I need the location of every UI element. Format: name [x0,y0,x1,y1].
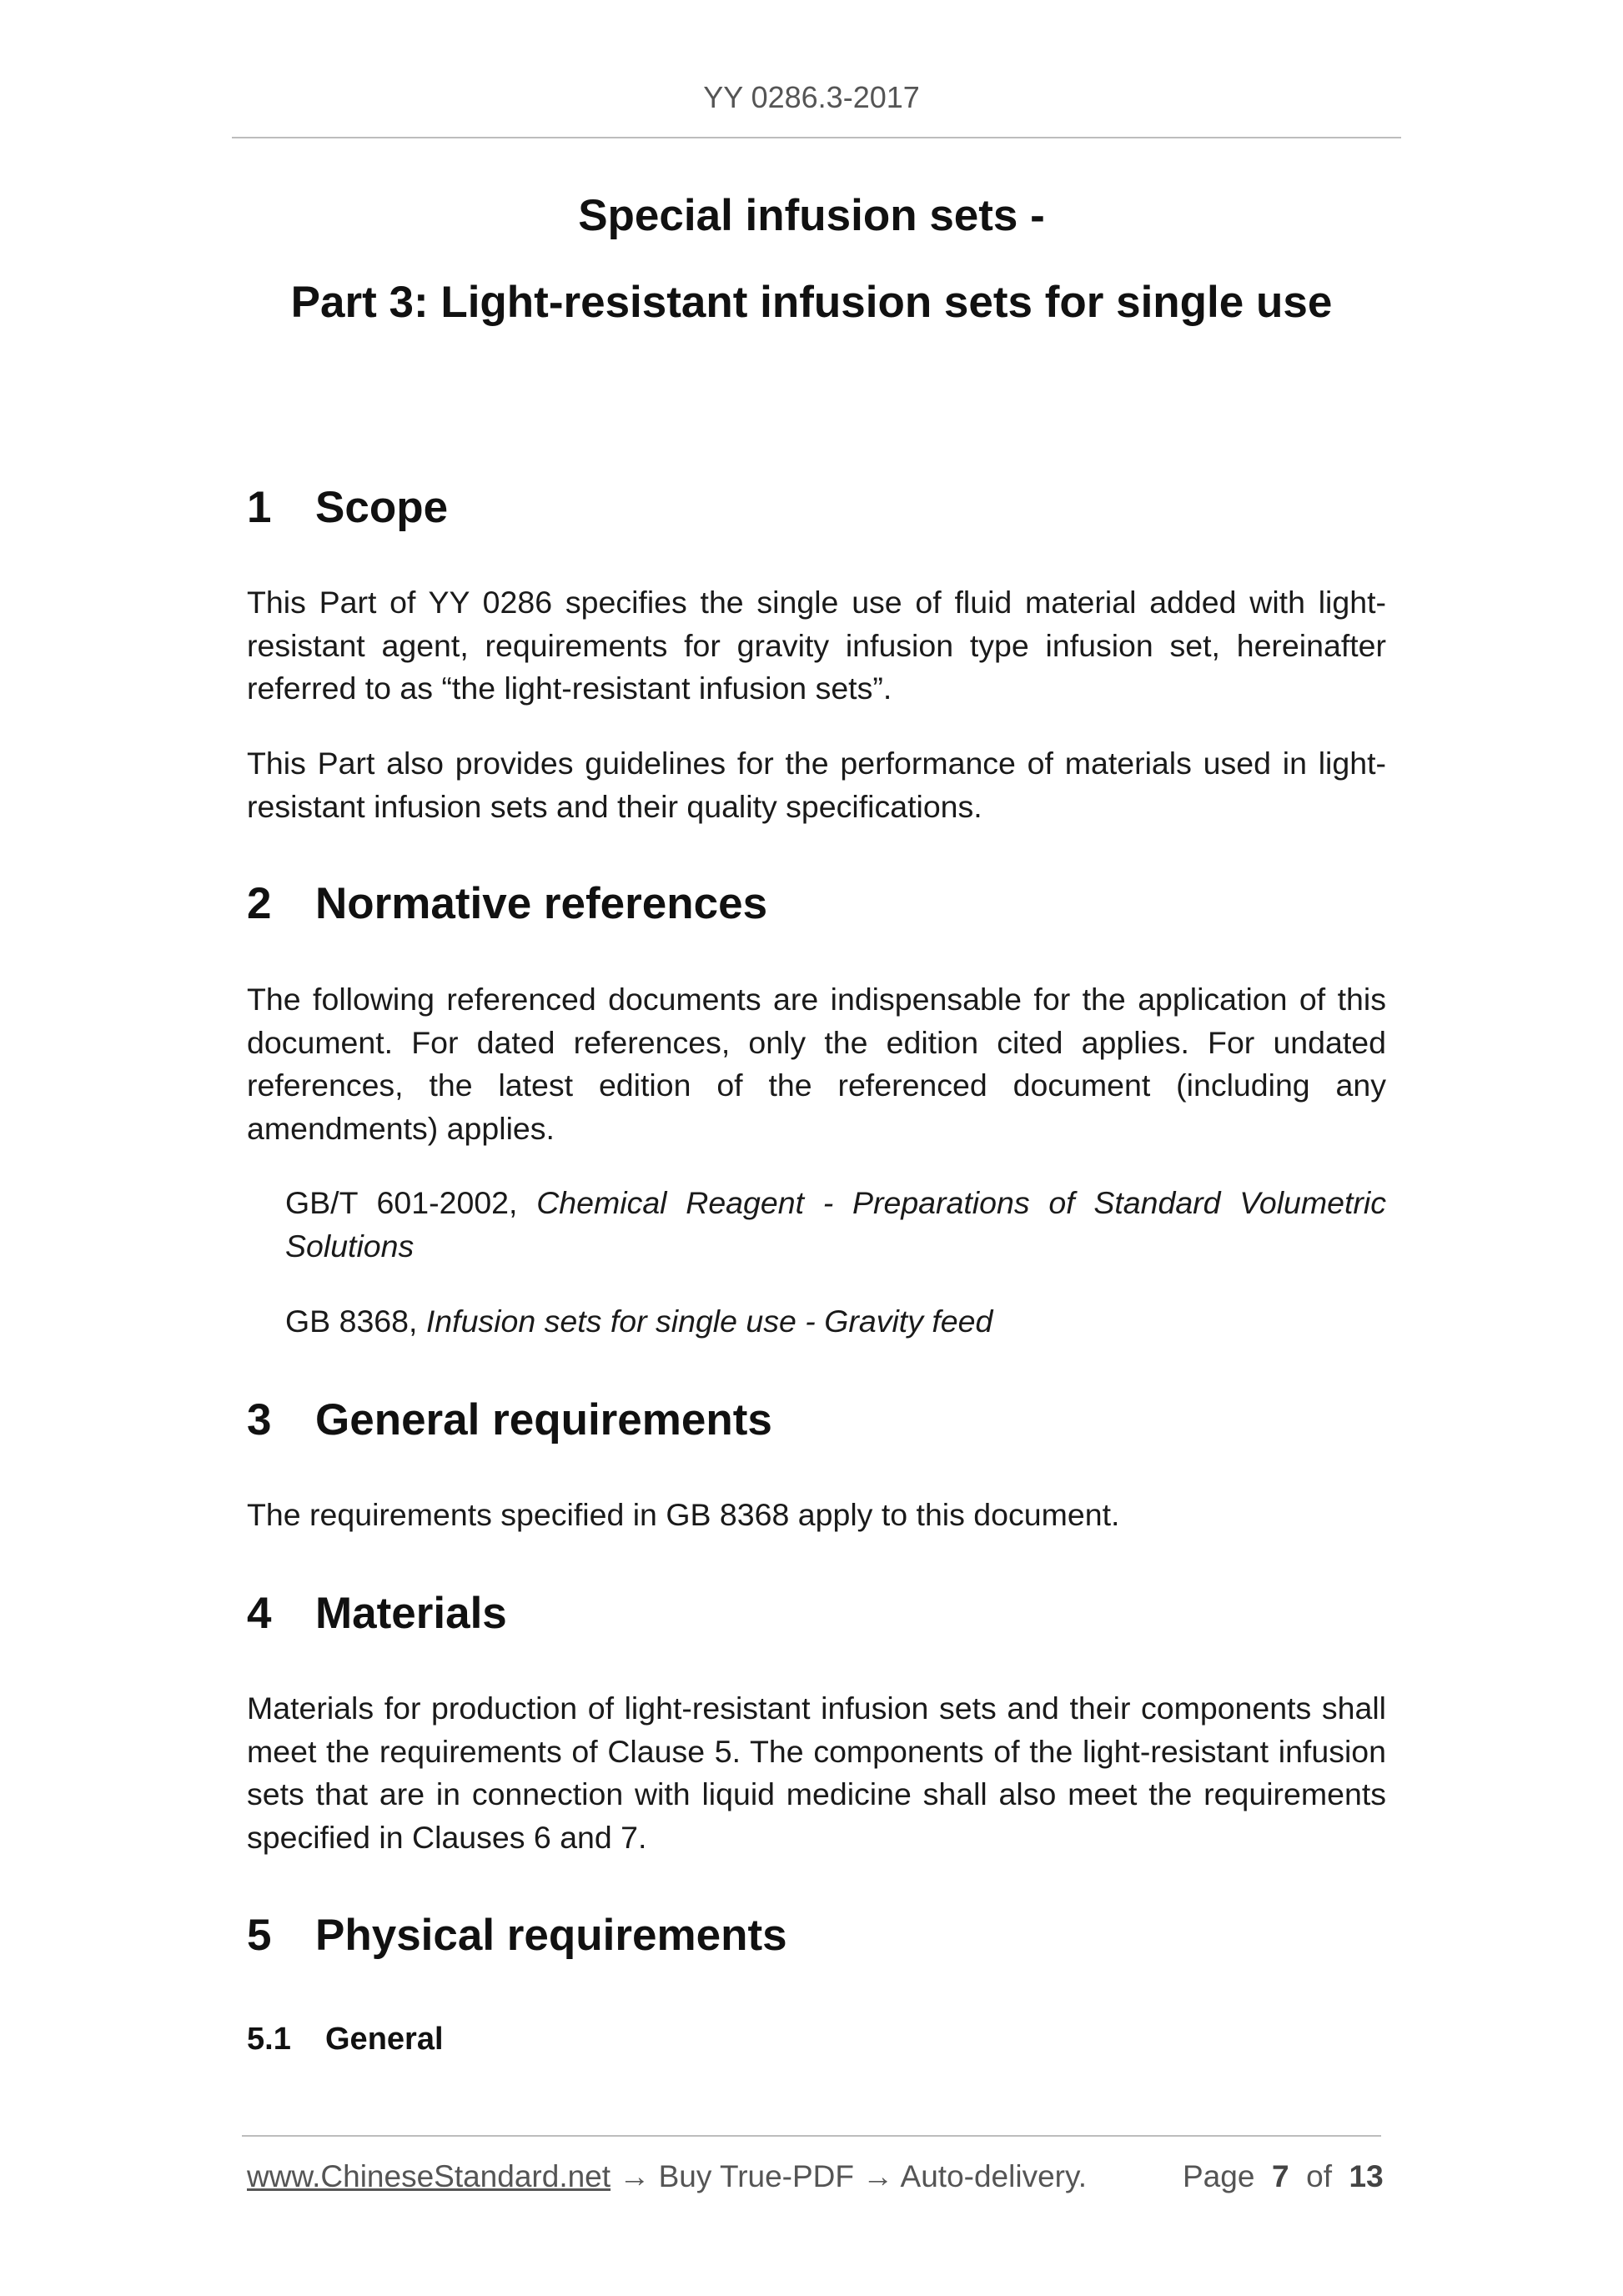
buy-true-pdf-text: Buy True-PDF [658,2159,855,2193]
section-number: 5 [247,1911,272,1960]
arrow-right-icon: → [862,2159,894,2193]
section-number: 2 [247,879,272,928]
section-heading-materials [247,1588,507,1639]
scope-paragraph-1: This Part of YY 0286 specifies the single use of fluid material added with light-resistant agent, requirements for gravity infusion type infusion set, hereinafter referred to as “the light-resistant infusion sets”. [247,585,1386,706]
section-title: Materials [315,1589,507,1638]
section-heading-physical-requirements [247,1910,787,1961]
document-title-line1: Special infusion sets - [578,191,1045,240]
materials-paragraph: Materials for production of light-resistant infusion sets and their components shall meet the requirements of Clause 5. The components of the light-resistant infusion sets that are in connection with liquid medicine shall also meet the requirements specified in Clauses 6 and 7. [247,1691,1386,1855]
section-number: 4 [247,1589,272,1638]
scope-paragraph-2: This Part also provides guidelines for the performance of materials used in light-resistant infusion sets and their quality specifications. [247,746,1386,824]
document-title-line2: Part 3: Light-resistant infusion sets for single use [290,278,1333,327]
section-number: 3 [247,1395,272,1444]
subsection-title: General [325,2022,444,2057]
chinesestandard-link[interactable]: www.ChineseStandard.net [247,2159,611,2193]
reference-code: GB/T 601-2002, [285,1185,518,1220]
page-number [1183,2159,1384,2194]
arrow-right-icon: → [619,2159,651,2193]
header-doc-code: YY 0286.3-2017 [703,80,920,114]
page-total: 13 [1349,2159,1384,2193]
reference-item [285,1182,1386,1268]
reference-title: Chemical Reagent - Preparations of Standard Volumetric Solutions [285,1185,1386,1264]
of-label: of [1306,2159,1332,2193]
reference-title: Infusion sets for single use - Gravity feed [425,1304,993,1339]
section-title: Scope [315,483,449,532]
header-divider [232,137,1401,138]
section-heading-scope [247,482,448,533]
section-heading-normative-references [247,878,767,929]
subsection-number: 5.1 [247,2022,291,2057]
section-title: Physical requirements [315,1911,787,1960]
footer-divider [242,2135,1381,2137]
normative-references-paragraph: The following referenced documents are indispensable for the application of this document. For dated references, only the edition cited applies. For undated references, the latest edition of the referenced document (including any amendments) applies. [247,982,1386,1146]
auto-delivery-text: Auto-delivery. [900,2159,1088,2193]
section-title: Normative references [315,879,768,928]
subsection-heading-general [247,2022,444,2057]
page-label: Page [1183,2159,1255,2193]
reference-item [285,1300,1386,1344]
page-current: 7 [1271,2159,1289,2193]
reference-code: GB 8368, [285,1304,418,1339]
section-number: 1 [247,483,272,532]
section-title: General requirements [315,1395,772,1444]
footer-promo [247,2159,1087,2194]
general-requirements-paragraph: The requirements specified in GB 8368 apply to this document. [247,1497,1120,1532]
section-heading-general-requirements [247,1394,772,1445]
